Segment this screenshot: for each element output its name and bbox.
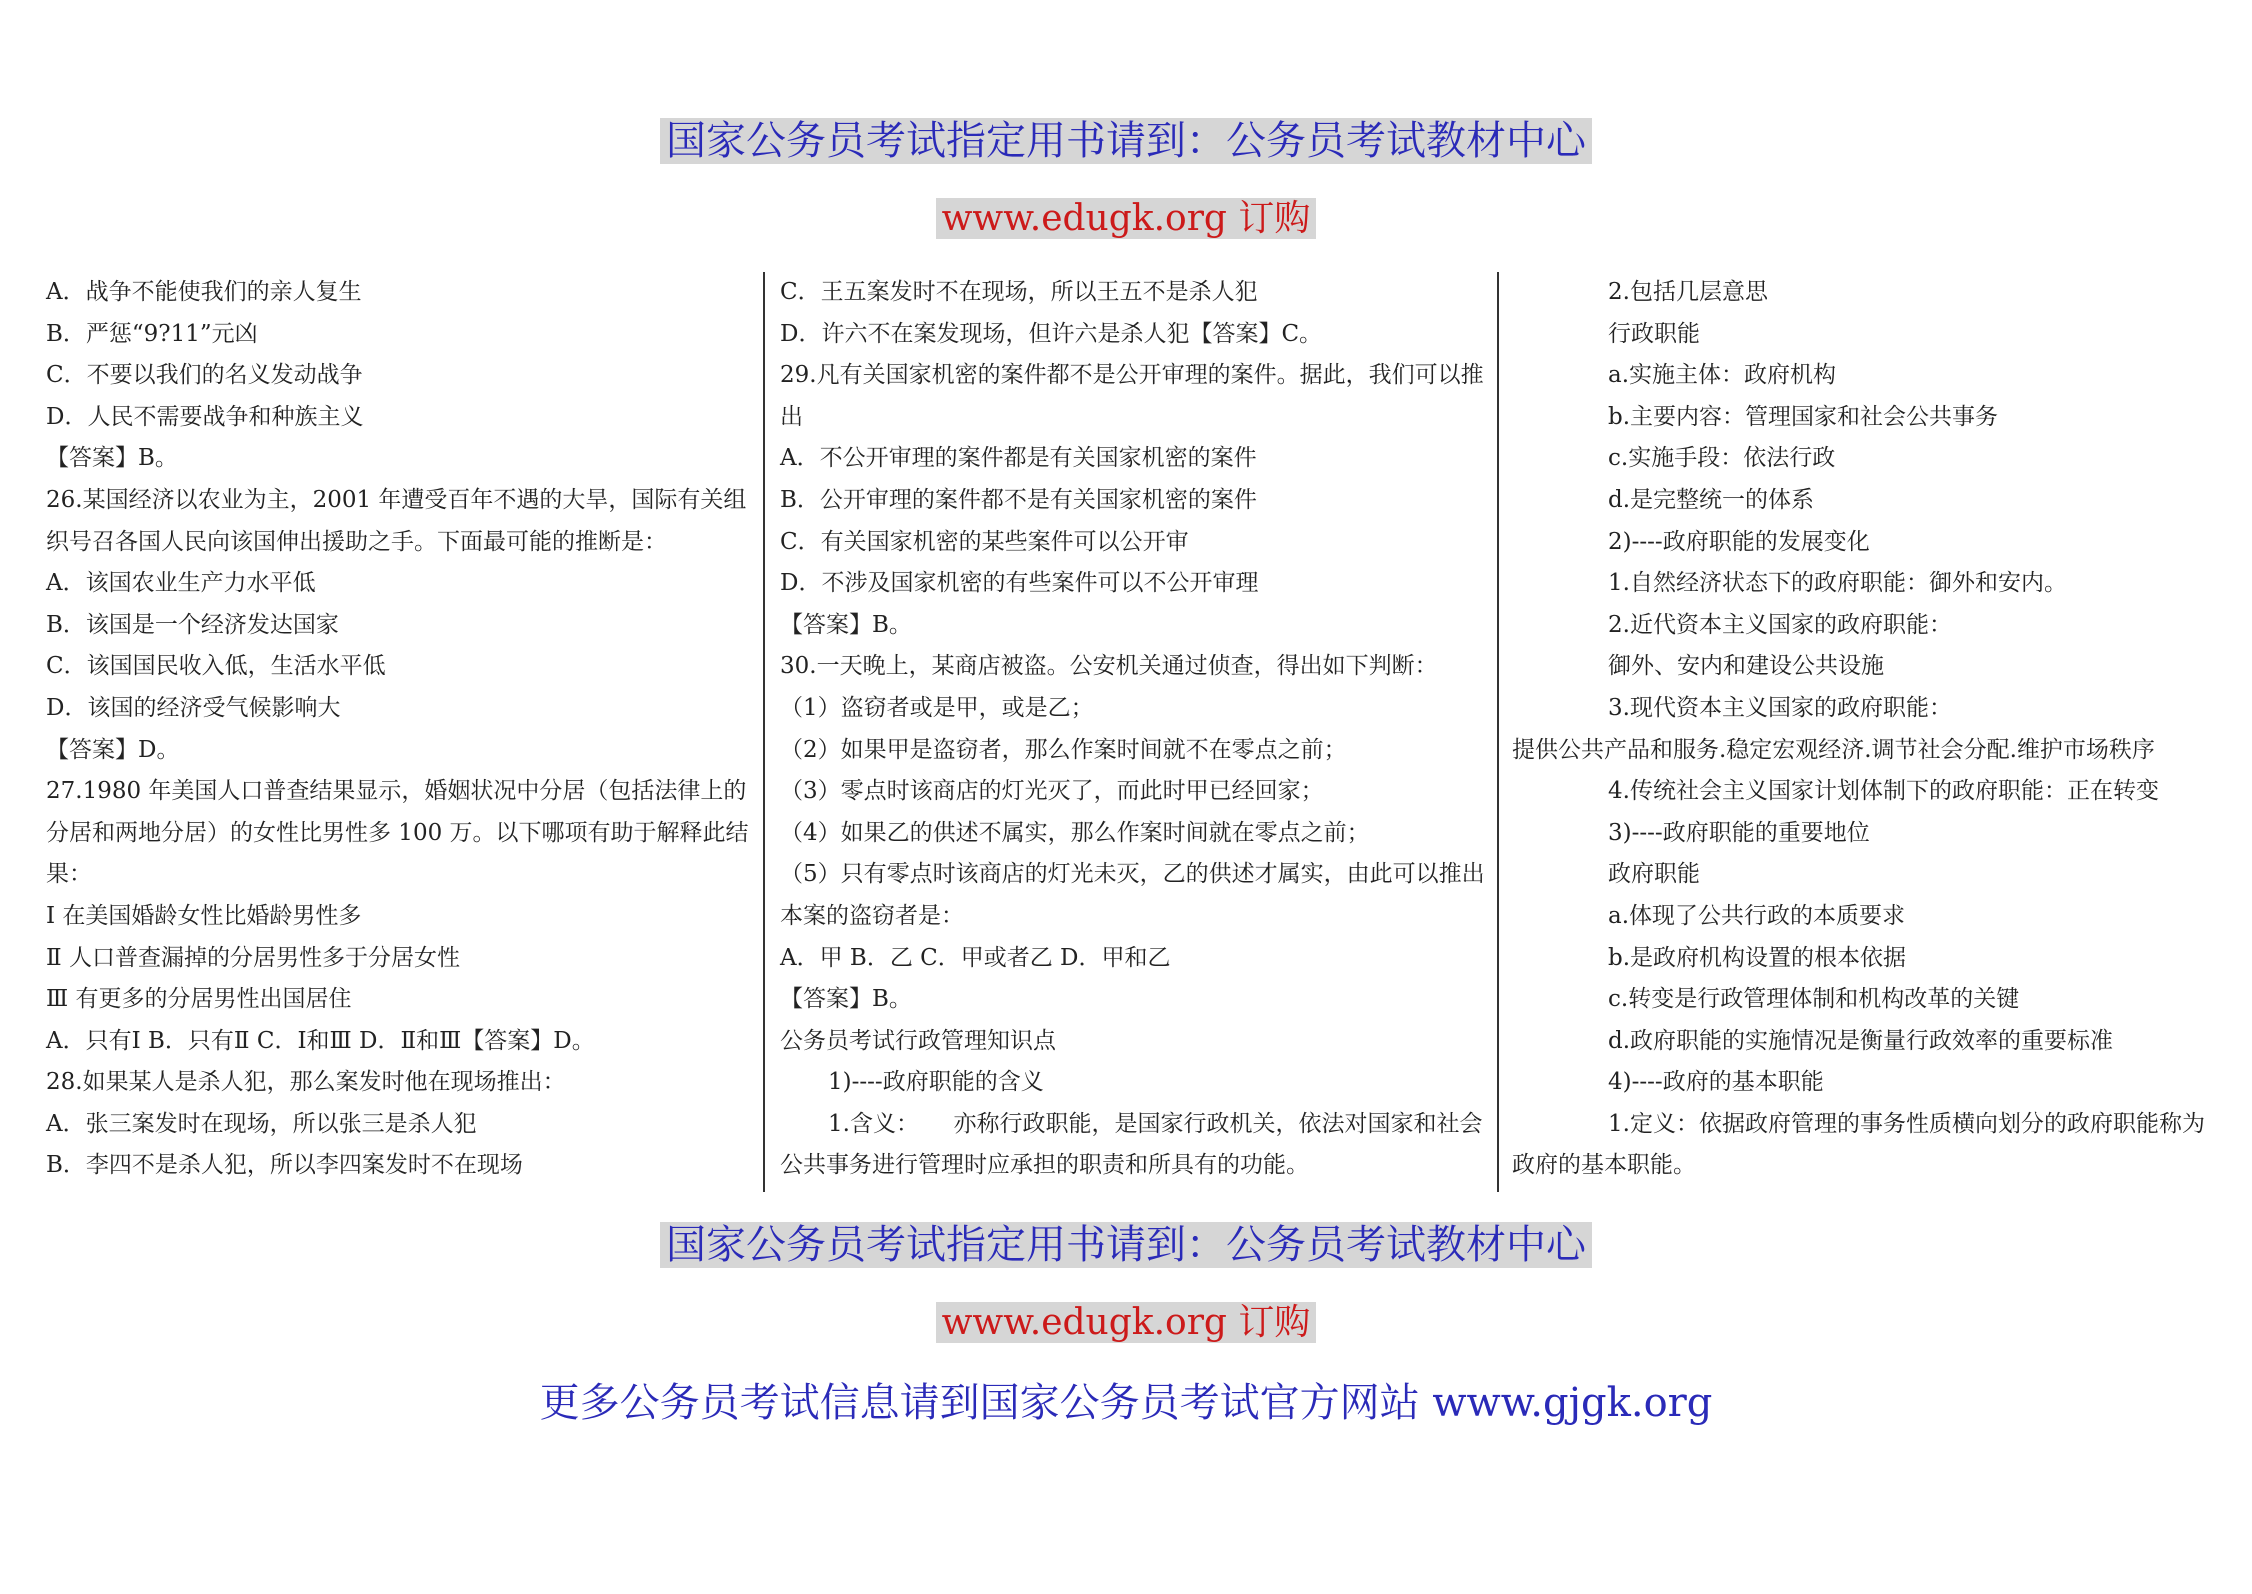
list-item: A．战争不能使我们的亲人复生 (46, 279, 362, 305)
list-item: （4）如果乙的供述不属实，那么作案时间就在零点之前； (780, 819, 1370, 846)
list-item: D．该国的经济受气候影响大 (46, 694, 341, 721)
column-divider (763, 272, 765, 1192)
list-item: B．严惩“9?11”元凶 (46, 320, 258, 347)
list-item: C．不要以我们的名义发动战争 (46, 362, 363, 389)
list-item: 1.自然经济状态下的政府职能：御外和安内。 (1608, 570, 2067, 597)
list-item: Ⅱ 人口普查漏掉的分居男性多于分居女性 (46, 944, 460, 971)
subsection-heading: 2)----政府职能的发展变化 (1608, 528, 1870, 555)
list-item: D．不涉及国家机密的有些案件可以不公开审理 (780, 570, 1259, 597)
right-column (1512, 272, 2212, 1187)
answer-text: 【答案】B。 (780, 611, 912, 638)
list-item: A．张三案发时在现场，所以张三是杀人犯 (46, 1110, 477, 1137)
list-item: b.主要内容：管理国家和社会公共事务 (1608, 403, 1999, 430)
list-item: a.体现了公共行政的本质要求 (1608, 902, 1906, 929)
list-item: d.是完整统一的体系 (1608, 486, 1815, 513)
answer-text: 【答案】B。 (780, 986, 912, 1013)
header-title: 国家公务员考试指定用书请到：公务员考试教材中心 (660, 118, 1592, 164)
header-title-banner (0, 118, 2252, 164)
list-item: 提供公共产品和服务.稳定宏观经济.调节社会分配.维护市场秩序 (1512, 736, 2155, 763)
list-item: （2）如果甲是盗窃者，那么作案时间就不在零点之前； (780, 736, 1347, 763)
column-divider (1497, 272, 1499, 1192)
header-order-banner (0, 198, 2252, 239)
list-item: C．该国国民收入低，生活水平低 (46, 653, 386, 680)
list-item: d.政府职能的实施情况是衡量行政效率的重要标准 (1608, 1027, 2114, 1054)
list-item: a.实施主体：政府机构 (1608, 362, 1837, 389)
question-text: 30.一天晚上，某商店被盗。公安机关通过侦查，得出如下判断： (780, 653, 1438, 680)
list-item: A．该国农业生产力水平低 (46, 570, 316, 597)
list-item: 政府职能 (1608, 861, 1700, 888)
question-text: 28.如果某人是杀人犯，那么案发时他在现场推出： (46, 1069, 566, 1096)
list-item: A．不公开审理的案件都是有关国家机密的案件 (780, 445, 1257, 472)
left-column (46, 272, 754, 1187)
list-item: 御外、安内和建设公共设施 (1608, 653, 1884, 680)
section-heading: 公务员考试行政管理知识点 (780, 1027, 1056, 1054)
subsection-heading: 3)----政府职能的重要地位 (1608, 819, 1870, 846)
footer-title: 国家公务员考试指定用书请到：公务员考试教材中心 (660, 1222, 1592, 1268)
list-item: 2.近代资本主义国家的政府职能： (1608, 611, 1952, 638)
list-item: C．有关国家机密的某些案件可以公开审 (780, 528, 1189, 555)
list-item: Ⅲ 有更多的分居男性出国居住 (46, 986, 352, 1013)
header-order-link[interactable]: www.edugk.org 订购 (936, 198, 1317, 239)
list-item: （1）盗窃者或是甲，或是乙； (780, 694, 1094, 721)
question-text: 29.凡有关国家机密的案件都不是公开审理的案件。据此，我们可以推出 (780, 362, 1484, 430)
definition-text: 1.定义：依据政府管理的事务性质横向划分的政府职能称为政府的基本职能。 (1512, 1110, 2205, 1179)
footer-order-banner (0, 1302, 2252, 1343)
list-item: C．王五案发时不在现场，所以王五不是杀人犯 (780, 279, 1258, 305)
footer-order-link[interactable]: www.edugk.org 订购 (936, 1302, 1317, 1343)
list-item: 3.现代资本主义国家的政府职能： (1608, 694, 1952, 721)
list-item: c.转变是行政管理体制和机构改革的关键 (1608, 986, 2020, 1013)
list-item: 行政职能 (1608, 320, 1700, 347)
list-item: （5）只有零点时该商店的灯光未灭，乙的供述才属实，由此可以推出本案的盗窃者是： (780, 861, 1485, 929)
middle-column (780, 272, 1488, 1187)
list-item: 4.传统社会主义国家计划体制下的政府职能：正在转变 (1608, 778, 2159, 805)
list-item: 2.包括几层意思 (1608, 279, 1768, 305)
list-item: D．许六不在案发现场，但许六是杀人犯【答案】C。 (780, 320, 1323, 347)
list-item: B．该国是一个经济发达国家 (46, 611, 339, 638)
list-item: b.是政府机构设置的根本依据 (1608, 944, 1907, 971)
footer-more-banner (0, 1380, 2252, 1426)
footer-title-banner (0, 1222, 2252, 1268)
list-item: A．只有Ⅰ B．只有Ⅱ C．Ⅰ和Ⅲ D．Ⅱ和Ⅲ【答案】D。 (46, 1027, 595, 1054)
answer-text: 【答案】D。 (46, 736, 180, 763)
list-item: c.实施手段：依法行政 (1608, 445, 1836, 472)
subsection-heading: 1)----政府职能的含义 (828, 1069, 1044, 1096)
list-item: A．甲 B．乙 C．甲或者乙 D．甲和乙 (780, 944, 1171, 971)
question-text: 26.某国经济以农业为主，2001 年遭受百年不遇的大旱，国际有关组织号召各国人民向该国伸出援助之手。下面最可能的推断是： (46, 486, 747, 555)
question-text: 27.1980 年美国人口普查结果显示，婚姻状况中分居（包括法律上的分居和两地分居）的女性比男性多 100 万。以下哪项有助于解释此结果： (46, 778, 749, 888)
footer-more-link[interactable]: 更多公务员考试信息请到国家公务员考试官方网站 www.gjgk.org (539, 1380, 1713, 1426)
list-item: （3）零点时该商店的灯光灭了，而此时甲已经回家； (780, 778, 1324, 805)
definition-text: 1.含义： 亦称行政职能，是国家行政机关，依法对国家和社会公共事务进行管理时应承担的职责和所具有的功能。 (780, 1110, 1483, 1179)
list-item: Ⅰ 在美国婚龄女性比婚龄男性多 (46, 902, 362, 929)
list-item: B．公开审理的案件都不是有关国家机密的案件 (780, 486, 1257, 513)
answer-text: 【答案】B。 (46, 445, 178, 472)
list-item: D．人民不需要战争和种族主义 (46, 403, 364, 430)
subsection-heading: 4)----政府的基本职能 (1608, 1069, 1824, 1096)
list-item: B．李四不是杀人犯，所以李四案发时不在现场 (46, 1152, 523, 1179)
